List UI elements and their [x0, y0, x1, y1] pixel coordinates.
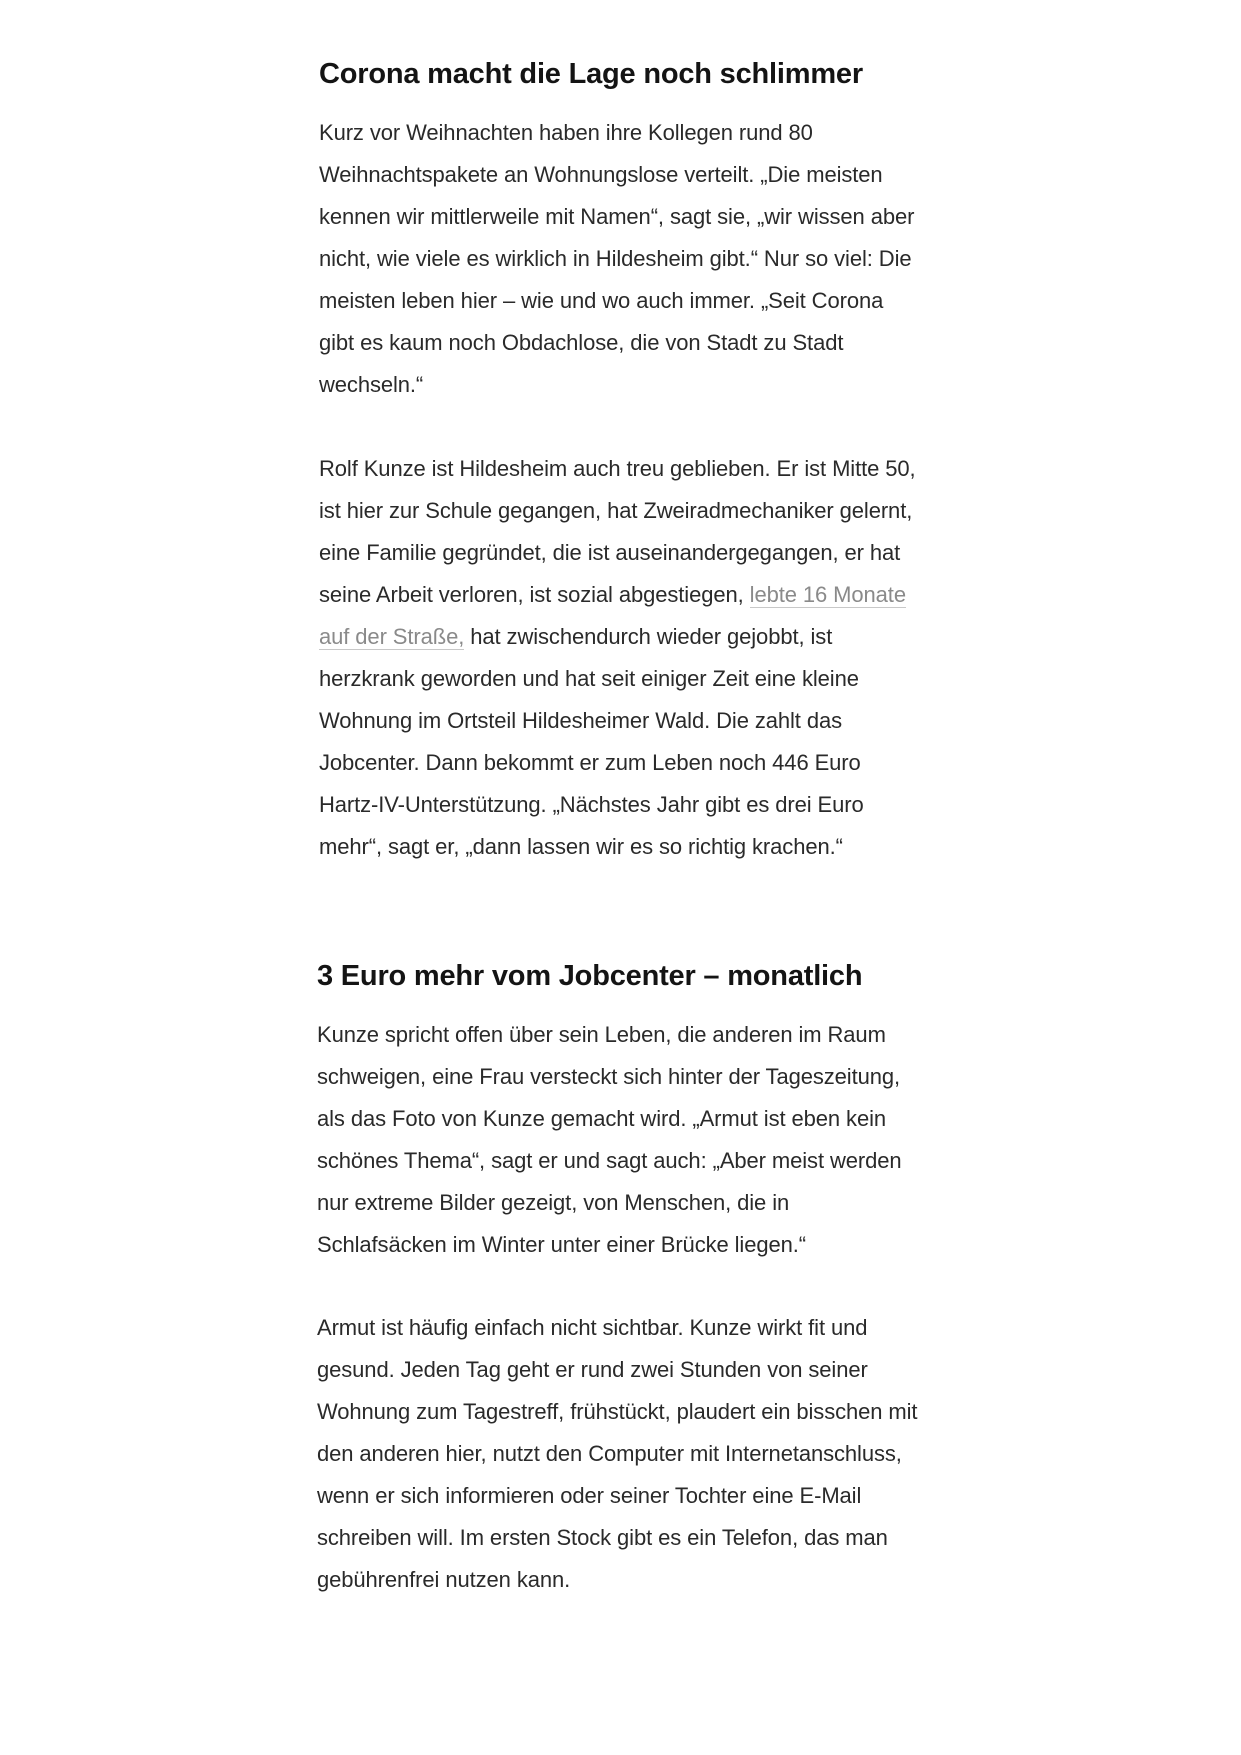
section-heading-jobcenter: 3 Euro mehr vom Jobcenter – monatlich [317, 960, 863, 992]
paragraph-rolf-kunze [319, 448, 923, 868]
paragraph-weihnachtspakete: Kurz vor Weihnachten haben ihre Kollegen rund 80 Weihnachtspakete an Wohnungslose verteilt. „Die meisten kennen wir mittlerweile mit Namen“, sagt sie, „wir wissen aber nicht, wie viele es wirklich in Hildesheim gibt.“ Nur so viel: Die meisten leben hier – wie und wo auch immer. „Seit Corona gibt es kaum noch Obdachlose, die von Stadt zu Stadt wechseln.“ [319, 120, 915, 397]
paragraph-kunze-spricht: Kunze spricht offen über sein Leben, die anderen im Raum schweigen, eine Frau versteckt sich hinter der Tageszeitung, als das Foto von Kunze gemacht wird. „Armut ist eben kein schönes Thema“, sagt er und sagt auch: „Aber meist werden nur extreme Bilder gezeigt, von Menschen, die in Schlafsäcken im Winter unter einer Brücke liegen.“ [317, 1022, 902, 1257]
paragraph-armut-sichtbar: Armut ist häufig einfach nicht sichtbar. Kunze wirkt fit und gesund. Jeden Tag geht er rund zwei Stunden von seiner Wohnung zum Tagestreff, frühstückt, plaudert ein bisschen mit den anderen hier, nutzt den Computer mit Internetanschluss, wenn er sich informieren oder seiner Tochter eine E-Mail schreiben will. Im ersten Stock gibt es ein Telefon, das man gebührenfrei nutzen kann. [317, 1315, 918, 1592]
inline-article-link[interactable]: lebte 16 Monate auf der Straße, [319, 582, 906, 649]
paragraph-text-before-link: Rolf Kunze ist Hildesheim auch treu geblieben. Er ist Mitte 50, ist hier zur Schule gegangen, hat Zweiradmechaniker gelernt, eine Familie gegründet, die ist auseinandergegangen, er hat seine Arbeit verloren, ist sozial abgestiegen, [319, 456, 916, 607]
paragraph-text-after-link: hat zwischendurch wieder gejobbt, ist herzkrank geworden und hat seit einiger Zeit eine kleine Wohnung im Ortsteil Hildesheimer Wald. Die zahlt das Jobcenter. Dann bekommt er zum Leben noch 446 Euro Hartz-IV-Unterstützung. „Nächstes Jahr gibt es drei Euro mehr“, sagt er, „dann lassen wir es so richtig krachen.“ [319, 624, 864, 859]
section-heading-corona: Corona macht die Lage noch schlimmer [319, 58, 863, 90]
